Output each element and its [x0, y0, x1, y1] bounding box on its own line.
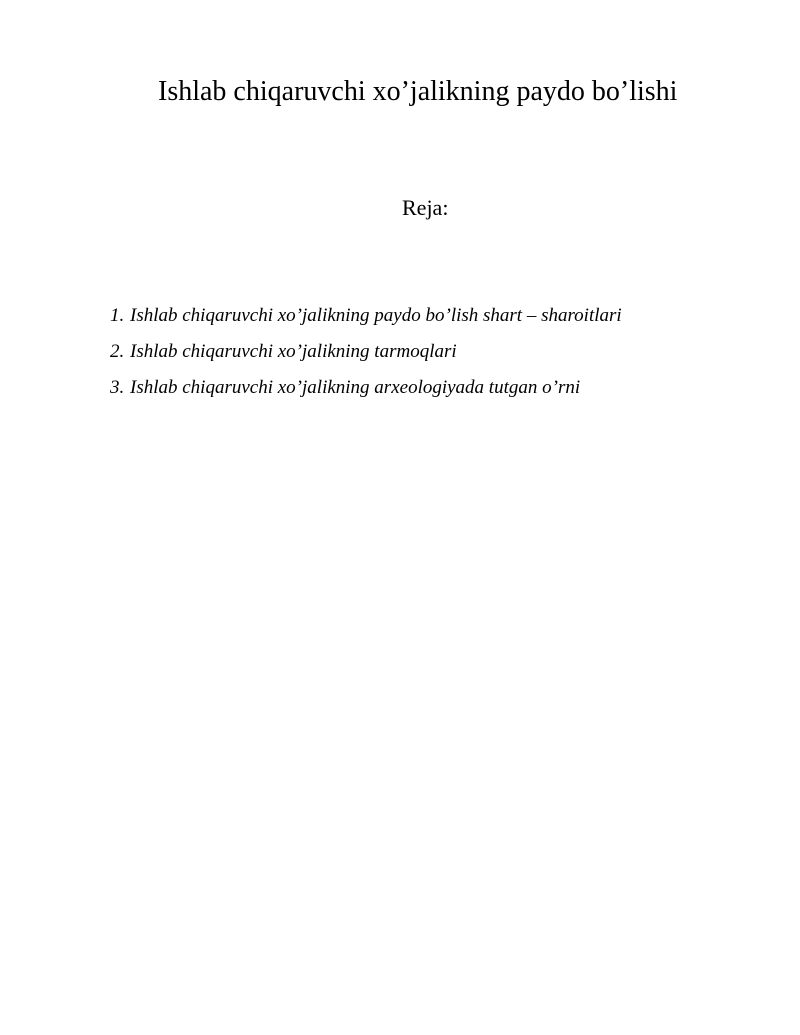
- plan-heading: Reja:: [402, 195, 449, 220]
- list-item: [110, 376, 750, 400]
- plan-list: [110, 304, 750, 412]
- list-item-text: Ishlab chiqaruvchi xo’jalikning paydo bo’lish shart – sharoitlari: [130, 305, 622, 326]
- list-item-number: 3.: [110, 377, 125, 398]
- document-title: Ishlab chiqaruvchi xo’jalikning paydo bo’lishi: [158, 76, 678, 107]
- list-item-text: Ishlab chiqaruvchi xo’jalikning tarmoqlari: [130, 341, 457, 362]
- list-item: [110, 304, 750, 328]
- list-item-text: Ishlab chiqaruvchi xo’jalikning arxeologiyada tutgan o’rni: [130, 377, 581, 398]
- list-item-number: 1.: [110, 305, 125, 326]
- list-item-number: 2.: [110, 341, 125, 362]
- list-item: [110, 340, 750, 364]
